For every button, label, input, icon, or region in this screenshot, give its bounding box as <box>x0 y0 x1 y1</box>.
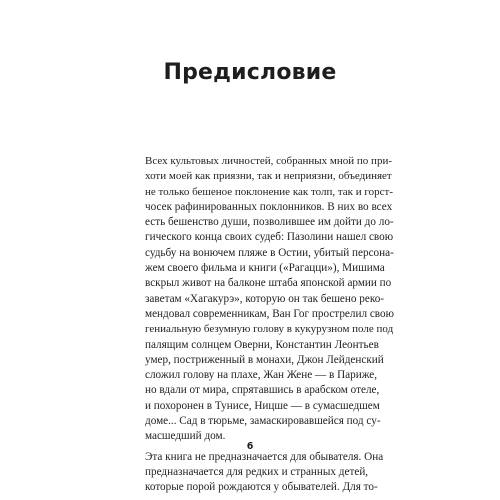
text-line: вскрыл живот на балконе штаба японской армии по <box>145 277 392 290</box>
text-line: заветам «Хагакурэ», которую он так бешено реко- <box>145 292 385 305</box>
page-number: 6 <box>246 441 254 452</box>
text-line: предназначается для редких и странных детей, <box>145 465 369 478</box>
text-line: сложил голову на плахе, Жан Жене — в Париже, <box>145 369 378 382</box>
text-line: масшедший дом. <box>145 430 226 443</box>
text-line: но вдали от мира, спрятавшись в арабском отеле, <box>145 384 380 397</box>
text-line: палящим солнцем Оверни, Константин Леонтьев <box>145 338 379 351</box>
text-line: гического конца своих судеб: Пазолини нашел свою <box>145 231 394 244</box>
paragraph-1 <box>145 154 395 445</box>
text-line: хоти моей как приязни, так и неприязни, объединяет <box>145 170 392 183</box>
text-line: гениальную безумную голову в кукурузном поле под <box>145 323 394 336</box>
text-line: есть бешенство души, позволившее им дойти до ло- <box>145 216 394 229</box>
text-line: Эта книга не предназначается для обывателя. Она <box>145 450 384 463</box>
text-line: умер, постриженный в монахи, Джон Лейденский <box>145 353 384 366</box>
chapter-title: Предисловие <box>163 60 337 85</box>
text-line: не только бешеное поклонение как толп, так и горст- <box>145 185 394 198</box>
text-line: чосек рафинированных поклонников. В них во всех <box>145 200 393 213</box>
text-line: мендовал современникам, Ван Гог прострелил свою <box>145 307 394 320</box>
text-line: доме... Сад в тюрьме, замаскировавшейся под су- <box>145 415 381 428</box>
text-line: судьбу на вонючем пляже в Остии, убитый персона- <box>145 246 394 259</box>
text-line: и похоронен в Тунисе, Ницше — в сумасшедшем <box>145 399 380 412</box>
paragraph-2 <box>145 450 395 496</box>
text-line: которые порой рождаются у обывателей. Для то- <box>145 481 378 494</box>
text-line: жем своего фильма и книги («Рагацци»), Мишима <box>145 262 385 275</box>
text-line: Всех культовых личностей, собранных мной по при- <box>145 155 392 167</box>
